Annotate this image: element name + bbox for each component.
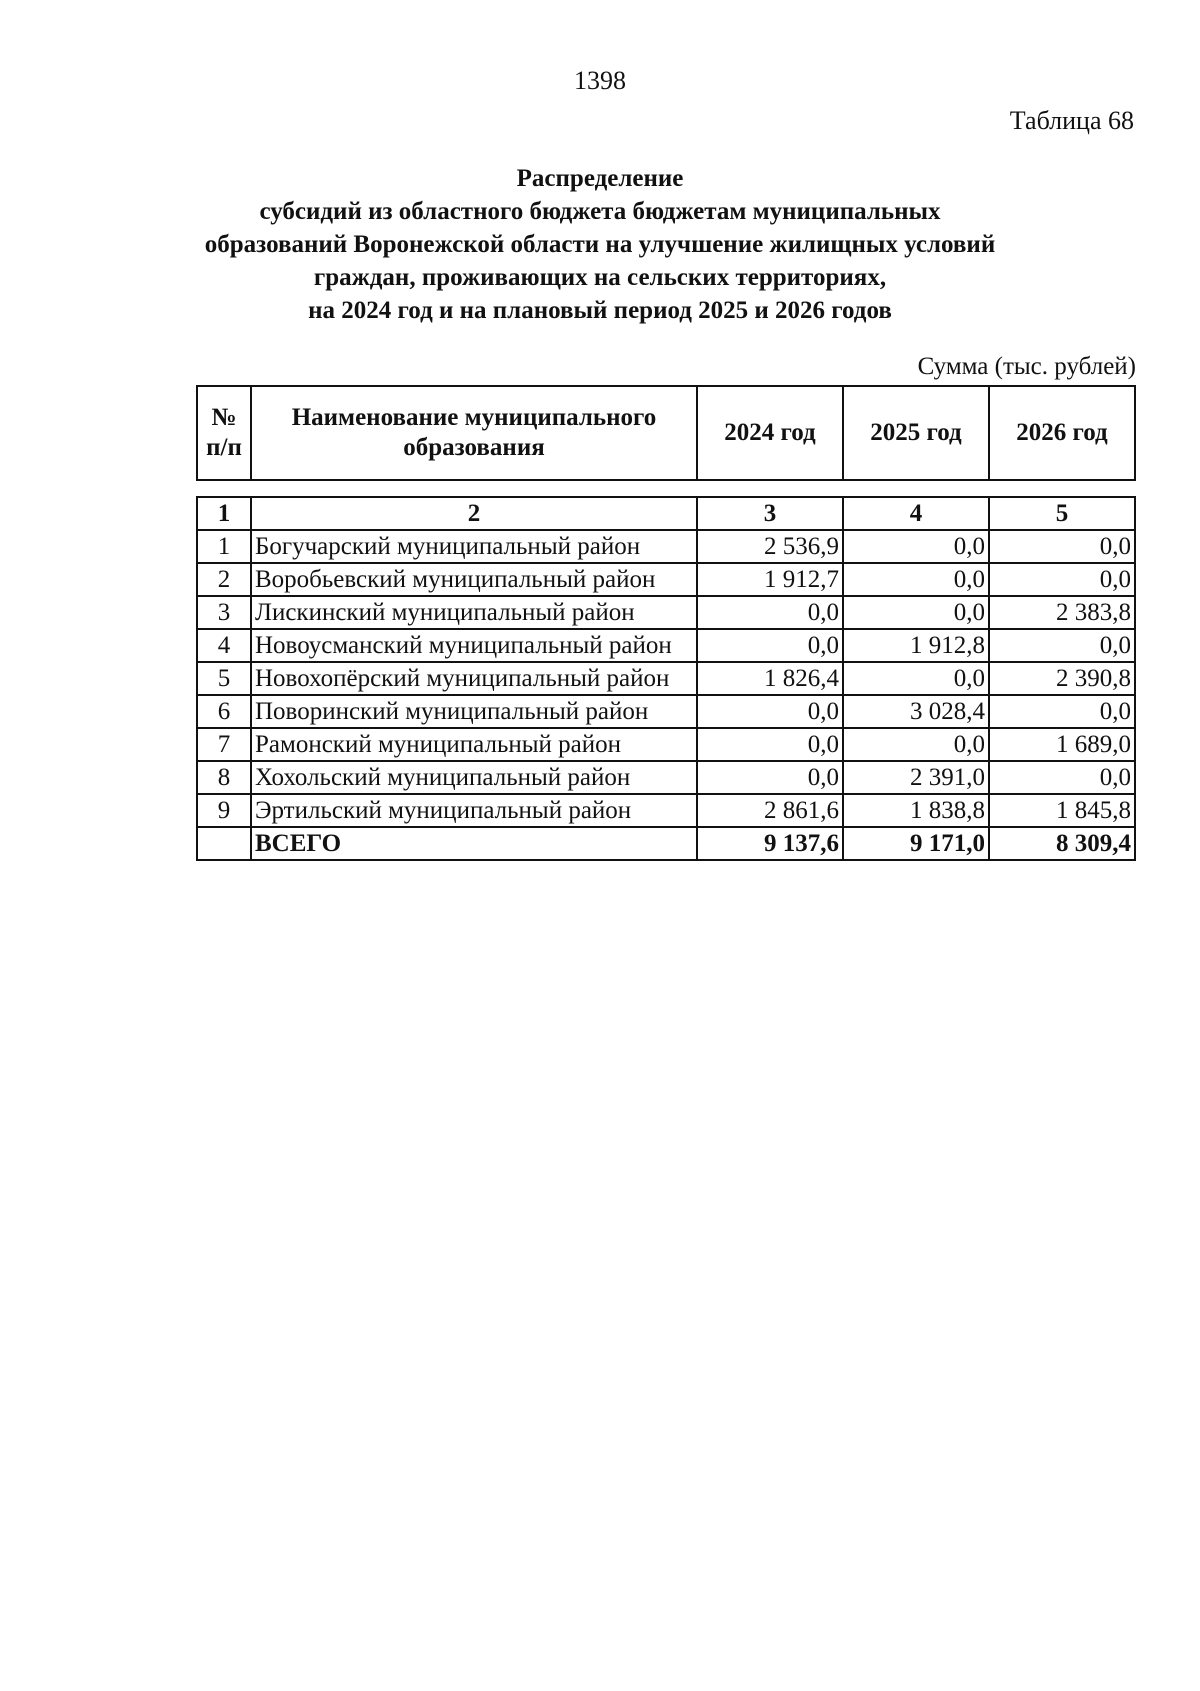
column-number: 5 xyxy=(989,497,1135,530)
row-value-2025: 0,0 xyxy=(843,728,989,761)
table-row xyxy=(197,794,1135,827)
total-2024: 9 137,6 xyxy=(697,827,843,860)
title-line: субсидий из областного бюджета бюджетам муниципальных xyxy=(259,198,941,225)
row-value-2025: 1 912,8 xyxy=(843,629,989,662)
total-index xyxy=(197,827,251,860)
header-index: № п/п xyxy=(197,386,251,480)
table-row xyxy=(197,530,1135,563)
row-index: 5 xyxy=(197,662,251,695)
row-index: 6 xyxy=(197,695,251,728)
row-name: Поворинский муниципальный район xyxy=(251,695,697,728)
header-2024: 2024 год xyxy=(697,386,843,480)
row-value-2026: 0,0 xyxy=(989,695,1135,728)
row-value-2026: 0,0 xyxy=(989,629,1135,662)
row-index: 2 xyxy=(197,563,251,596)
title-line: образований Воронежской области на улучшение жилищных условий xyxy=(204,231,996,258)
row-name: Эртильский муниципальный район xyxy=(251,794,697,827)
row-name: Новохопёрский муниципальный район xyxy=(251,662,697,695)
row-value-2026: 0,0 xyxy=(989,761,1135,794)
table-label: Таблица 68 xyxy=(1009,106,1134,135)
data-table xyxy=(196,496,1136,861)
row-value-2025: 0,0 xyxy=(843,662,989,695)
header-2025: 2025 год xyxy=(843,386,989,480)
header-2026: 2026 год xyxy=(989,386,1135,480)
row-value-2024: 2 536,9 xyxy=(697,530,843,563)
total-2025: 9 171,0 xyxy=(843,827,989,860)
row-value-2025: 0,0 xyxy=(843,596,989,629)
row-index: 9 xyxy=(197,794,251,827)
row-index: 4 xyxy=(197,629,251,662)
row-value-2025: 1 838,8 xyxy=(843,794,989,827)
column-number: 4 xyxy=(843,497,989,530)
row-name: Воробьевский муниципальный район xyxy=(251,563,697,596)
column-numbers-row xyxy=(197,497,1135,530)
row-value-2024: 0,0 xyxy=(697,761,843,794)
row-value-2026: 1 845,8 xyxy=(989,794,1135,827)
header-name: Наименование муниципального образования xyxy=(251,386,697,480)
row-value-2026: 2 390,8 xyxy=(989,662,1135,695)
row-value-2026: 0,0 xyxy=(989,530,1135,563)
row-value-2025: 3 028,4 xyxy=(843,695,989,728)
column-number: 2 xyxy=(251,497,697,530)
row-value-2024: 0,0 xyxy=(697,728,843,761)
column-number: 3 xyxy=(697,497,843,530)
table-row xyxy=(197,761,1135,794)
page-number: 1398 xyxy=(574,66,626,95)
title-line: граждан, проживающих на сельских территориях, xyxy=(313,264,887,291)
column-number: 1 xyxy=(197,497,251,530)
row-name: Рамонский муниципальный район xyxy=(251,728,697,761)
row-value-2026: 1 689,0 xyxy=(989,728,1135,761)
table-row xyxy=(197,563,1135,596)
row-value-2024: 1 912,7 xyxy=(697,563,843,596)
row-name: Новоусманский муниципальный район xyxy=(251,629,697,662)
table-row xyxy=(197,695,1135,728)
row-index: 3 xyxy=(197,596,251,629)
table-row xyxy=(197,728,1135,761)
row-index: 7 xyxy=(197,728,251,761)
document-title xyxy=(150,162,1050,327)
row-value-2024: 2 861,6 xyxy=(697,794,843,827)
table-row xyxy=(197,629,1135,662)
title-line: на 2024 год и на плановый период 2025 и 2026 годов xyxy=(308,297,892,324)
row-value-2024: 0,0 xyxy=(697,629,843,662)
total-row xyxy=(197,827,1135,860)
row-value-2024: 0,0 xyxy=(697,695,843,728)
table-body xyxy=(197,497,1135,860)
row-value-2024: 0,0 xyxy=(697,596,843,629)
row-name: Хохольский муниципальный район xyxy=(251,761,697,794)
table-header xyxy=(196,385,1136,481)
total-label: ВСЕГО xyxy=(251,827,697,860)
row-value-2026: 2 383,8 xyxy=(989,596,1135,629)
row-index: 1 xyxy=(197,530,251,563)
row-value-2024: 1 826,4 xyxy=(697,662,843,695)
table-row xyxy=(197,596,1135,629)
row-value-2025: 2 391,0 xyxy=(843,761,989,794)
row-name: Богучарский муниципальный район xyxy=(251,530,697,563)
title-line: Распределение xyxy=(516,165,684,192)
row-name: Лискинский муниципальный район xyxy=(251,596,697,629)
row-index: 8 xyxy=(197,761,251,794)
table-row xyxy=(197,662,1135,695)
row-value-2025: 0,0 xyxy=(843,530,989,563)
units-label: Сумма (тыс. рублей) xyxy=(917,353,1136,380)
row-value-2026: 0,0 xyxy=(989,563,1135,596)
row-value-2025: 0,0 xyxy=(843,563,989,596)
total-2026: 8 309,4 xyxy=(989,827,1135,860)
